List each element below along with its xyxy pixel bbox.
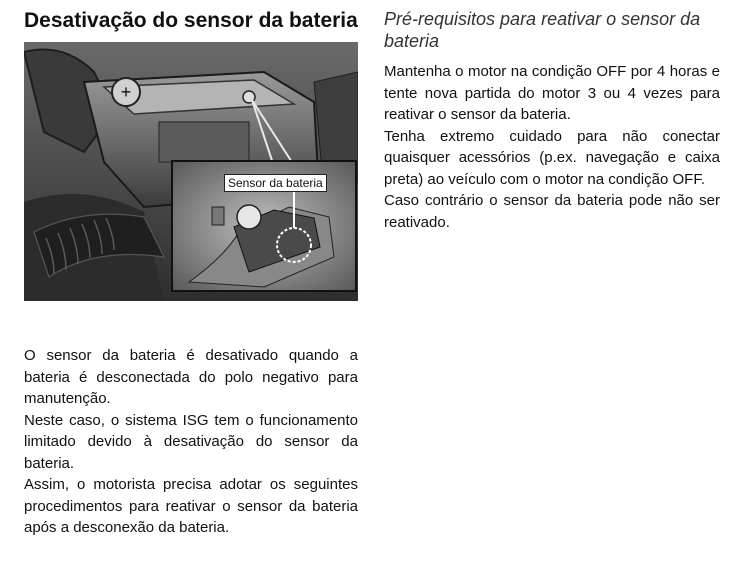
right-body-text xyxy=(384,61,720,233)
paragraph: Caso contrário o sensor da bateria pode não ser reativado. xyxy=(384,192,720,231)
left-column xyxy=(24,8,358,301)
engine-bay-illustration xyxy=(24,42,358,301)
figure-callout-label: Sensor da bateria xyxy=(224,174,327,192)
paragraph: O sensor da bateria é desativado quando a bateria é desconectada do polo negativo para manutenção. xyxy=(24,347,358,407)
paragraph: Assim, o motorista precisa adotar os seguintes procedimentos para reativar o sensor da bateria após a desconexão da bateria. xyxy=(24,476,358,536)
subsection-title: Pré-requisitos para reativar o sensor da bateria xyxy=(384,9,701,51)
section-title: Desativação do sensor da bateria xyxy=(24,9,358,32)
paragraph: Tenha extremo cuidado para não conectar quaisquer acessórios (p.ex. navegação e caixa preta) ao veículo com o motor na condição OFF. xyxy=(384,127,720,188)
right-column xyxy=(384,8,720,233)
battery-sensor-figure xyxy=(24,42,358,301)
paragraph: Neste caso, o sistema ISG tem o funcionamento limitado devido à desativação do sensor da bateria. xyxy=(24,411,358,472)
svg-text:+: + xyxy=(120,82,132,102)
paragraph: Mantenha o motor na condição OFF por 4 horas e tente nova partida do motor 3 ou 4 vezes para reativar o sensor da bateria. xyxy=(384,63,720,123)
left-body-text xyxy=(24,345,358,539)
